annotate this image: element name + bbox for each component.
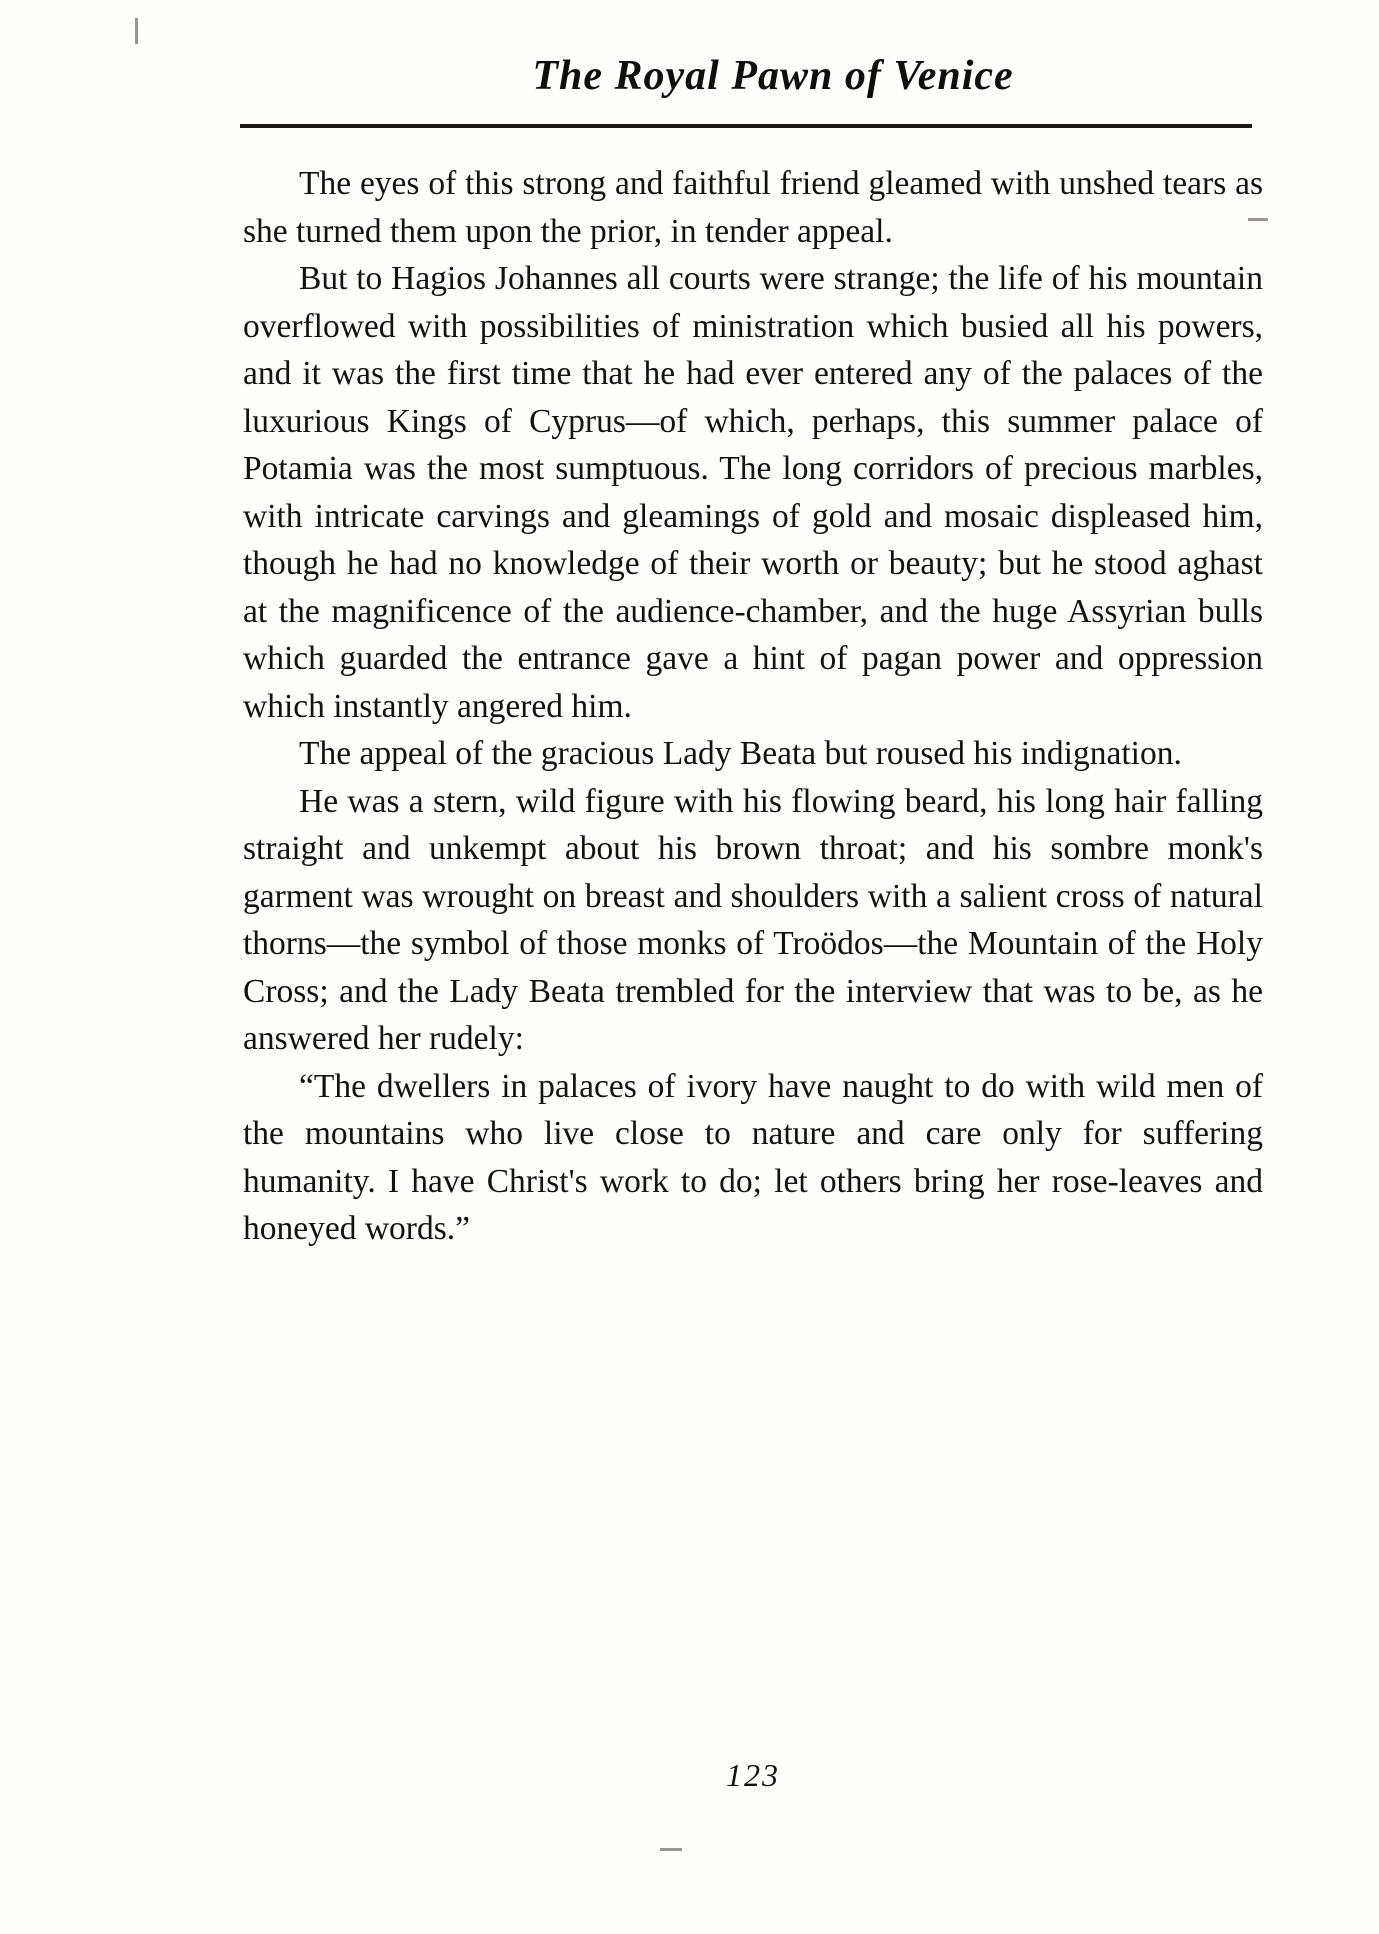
paragraph: But to Hagios Johannes all courts were strange; the life of his mountain overflowed with possibilities of ministration which busied all his powers, and it was the first time that he had ever entered any of the palaces of the luxurious Kings of Cyprus—of which, perhaps, this summer palace of Potamia was the most sumptuous. The long corridors of precious marbles, with intricate carvings and gleamings of gold and mosaic displeased him, though he had no knowledge of their worth or beauty; but he stood aghast at the magnificence of the audience-chamber, and the huge Assyrian bulls which guarded the entrance gave a hint of pagan power and oppression which instantly angered him.: [243, 260, 1263, 725]
scan-artifact-mark: [660, 1848, 682, 1851]
paragraph: He was a stern, wild figure with his flowing beard, his long hair falling straight and unkempt about his brown throat; and his sombre monk's garment was wrought on breast and shoulders with a salient cross of natural thorns—the symbol of those monks of Troödos—the Mountain of the Holy Cross; and the Lady Beata trembled for the interview that was to be, as he answered her rudely:: [243, 782, 1263, 1057]
paragraph: The appeal of the gracious Lady Beata but roused his indignation.: [299, 735, 1182, 772]
header-divider: [240, 124, 1252, 128]
scan-artifact-mark: [135, 18, 138, 44]
paragraph: “The dwellers in palaces of ivory have naught to do with wild men of the mountains who live close to nature and care only for suffering humanity. I have Christ's work to do; let others bring her rose-leaves and honeyed words.”: [243, 1067, 1263, 1247]
body-text: [243, 160, 1263, 1253]
page-number: 123: [726, 1757, 780, 1793]
paragraph: The eyes of this strong and faithful friend gleamed with unshed tears as she turned them upon the prior, in tender appeal.: [243, 165, 1263, 250]
page-content: [243, 52, 1263, 1793]
page-title: The Royal Pawn of Venice: [532, 53, 1014, 99]
